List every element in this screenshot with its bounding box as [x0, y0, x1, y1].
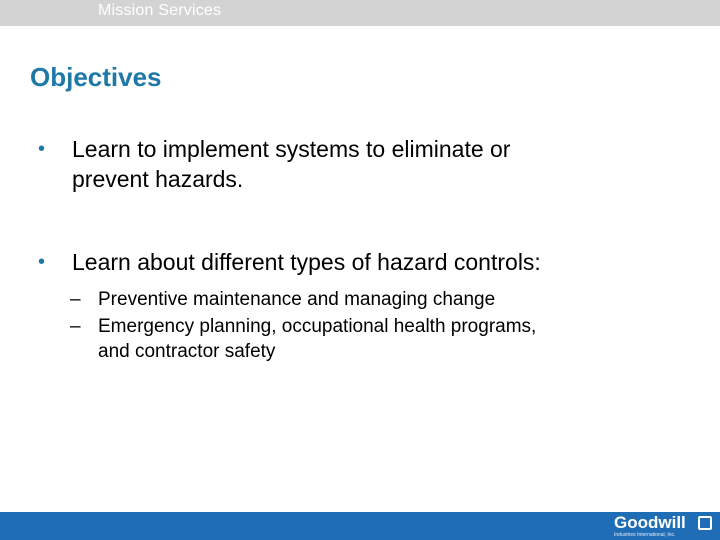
sub-bullet-dash: –	[70, 289, 81, 310]
bullet-text-line: Learn about different types of hazard controls:	[72, 249, 541, 275]
bottom-footer-bar	[0, 512, 720, 540]
bullet-text	[72, 247, 541, 277]
goodwill-g-icon	[698, 516, 712, 530]
bullet-text-line: Learn to implement systems to eliminate or	[72, 136, 511, 162]
bullet-text	[72, 134, 510, 194]
logo-tagline: Industries International, Inc.	[614, 532, 676, 538]
bullet-item	[38, 247, 678, 277]
header-label: Mission Services	[98, 2, 222, 19]
sub-bullet-text	[98, 287, 495, 312]
sub-bullet-text-line: Preventive maintenance and managing change	[98, 289, 496, 310]
goodwill-logo	[614, 514, 714, 538]
sub-bullet-text-line: and contractor safety	[98, 341, 276, 362]
sub-bullet-text	[98, 314, 536, 364]
top-header-bar	[0, 0, 720, 26]
slide-title: Objectives	[30, 62, 162, 92]
sub-bullet-item	[70, 314, 690, 364]
sub-bullet-item	[70, 287, 690, 312]
bullet-item	[38, 134, 678, 194]
bullet-marker: •	[38, 251, 46, 273]
logo-wordmark: Goodwill	[614, 513, 686, 532]
bullet-text-line: prevent hazards.	[72, 166, 244, 192]
sub-bullet-text-line: Emergency planning, occupational health programs,	[98, 316, 537, 337]
bullet-marker: •	[38, 138, 46, 160]
sub-bullet-dash: –	[70, 316, 81, 337]
